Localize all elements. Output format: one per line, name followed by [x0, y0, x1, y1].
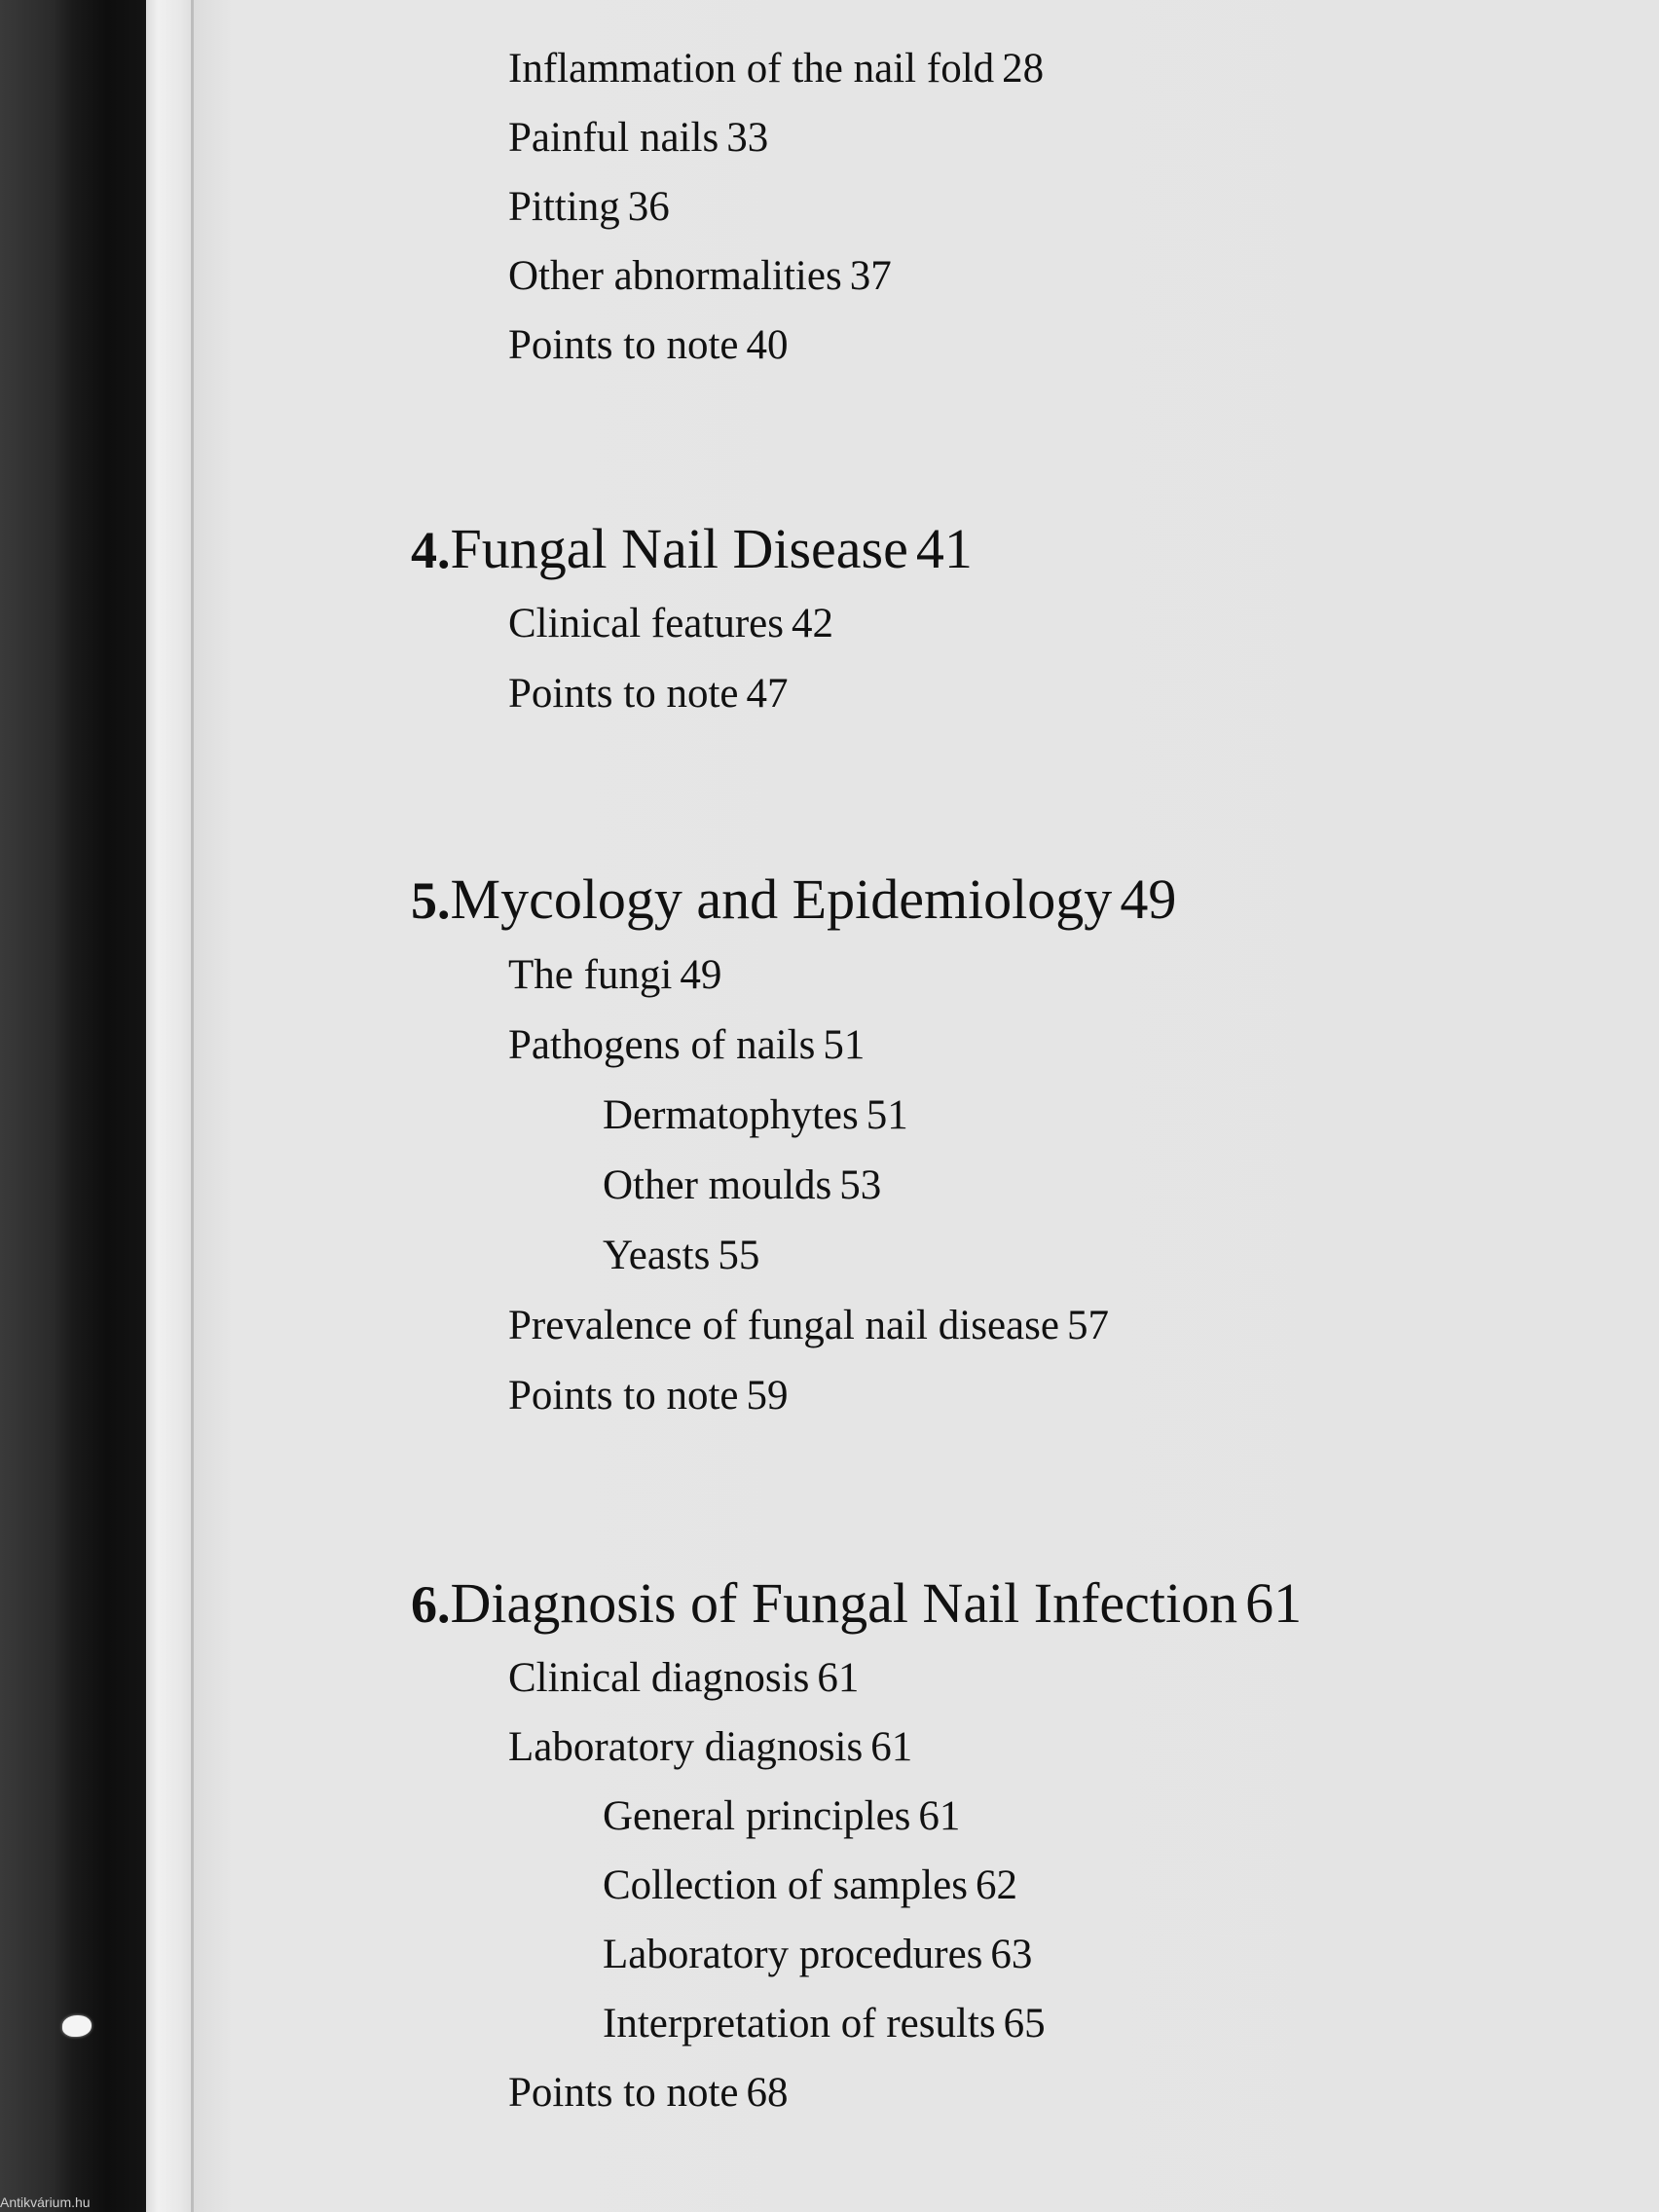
toc-entry-title: Points to note: [508, 2070, 739, 2116]
book-spine: [0, 0, 146, 2212]
toc-page-number: 33: [726, 115, 769, 161]
chapter-page-number: 61: [1245, 1571, 1303, 1635]
toc-page-number: 68: [746, 2070, 789, 2116]
toc-entry-title: Other abnormalities: [508, 253, 842, 299]
toc-entry-title: Points to note: [508, 322, 739, 368]
toc-entry-title: Prevalence of fungal nail disease: [508, 1303, 1059, 1348]
toc-page-number: 61: [817, 1655, 860, 1701]
chapter-title: Fungal Nail Disease: [450, 517, 908, 580]
toc-entry-title: Points to note: [508, 1373, 739, 1419]
toc-entry-title: Laboratory diagnosis: [508, 1724, 864, 1770]
toc-page-number: 40: [746, 322, 789, 368]
toc-entry-title: Laboratory procedures: [603, 1932, 983, 1977]
toc-page-number: 57: [1066, 1303, 1109, 1348]
paper-chip: [62, 2015, 92, 2037]
toc-entry-title: Dermatophytes: [603, 1092, 859, 1138]
toc-page-number: 28: [1002, 46, 1045, 92]
toc-page-number: 47: [746, 671, 789, 717]
chapter-number: 6.: [411, 1575, 451, 1634]
toc-page-number: 65: [1003, 2001, 1046, 2046]
toc-page-number: 42: [791, 601, 833, 646]
toc-entry-title: Clinical features: [508, 601, 784, 646]
toc-entry-title: Interpretation of results: [603, 2001, 996, 2046]
toc-page-number: 53: [839, 1162, 882, 1208]
toc-page-number: 61: [870, 1724, 913, 1770]
chapter-title: Mycology and Epidemiology: [450, 867, 1113, 931]
toc-entry-title: Yeasts: [603, 1233, 711, 1278]
toc-page-number: 61: [918, 1793, 961, 1839]
chapter-number: 4.: [411, 521, 451, 579]
toc-entry-title: Points to note: [508, 671, 739, 717]
toc-entry-title: Clinical diagnosis: [508, 1655, 810, 1701]
chapter-page-number: 49: [1120, 867, 1177, 931]
toc-page-number: 37: [849, 253, 892, 299]
toc-page-number: 49: [680, 952, 722, 998]
toc-entry-title: Pitting: [508, 184, 620, 230]
toc-entry-title: General principles: [603, 1793, 911, 1839]
toc-page-number: 36: [627, 184, 670, 230]
toc-page-number: 51: [866, 1092, 908, 1138]
chapter-number: 5.: [411, 871, 451, 930]
page-gutter: [146, 0, 190, 2212]
toc-entry-title: Other moulds: [603, 1162, 832, 1208]
toc-page-number: 51: [823, 1022, 866, 1068]
chapter-title: Diagnosis of Fungal Nail Infection: [450, 1571, 1238, 1635]
toc-page-number: 62: [976, 1862, 1017, 1908]
toc-page-number: 63: [990, 1932, 1033, 1977]
chapter-page-number: 41: [915, 517, 973, 580]
toc-entry-title: Painful nails: [508, 115, 719, 161]
toc-entry-title: Pathogens of nails: [508, 1022, 816, 1068]
toc-entry-title: Collection of samples: [603, 1862, 968, 1908]
toc-entry-title: The fungi: [508, 952, 673, 998]
toc-page-number: 59: [746, 1373, 789, 1419]
toc-page-number: 55: [718, 1233, 760, 1278]
watermark: Antikvárium.hu: [0, 2194, 91, 2210]
toc-entry-title: Inflammation of the nail fold: [508, 46, 995, 92]
